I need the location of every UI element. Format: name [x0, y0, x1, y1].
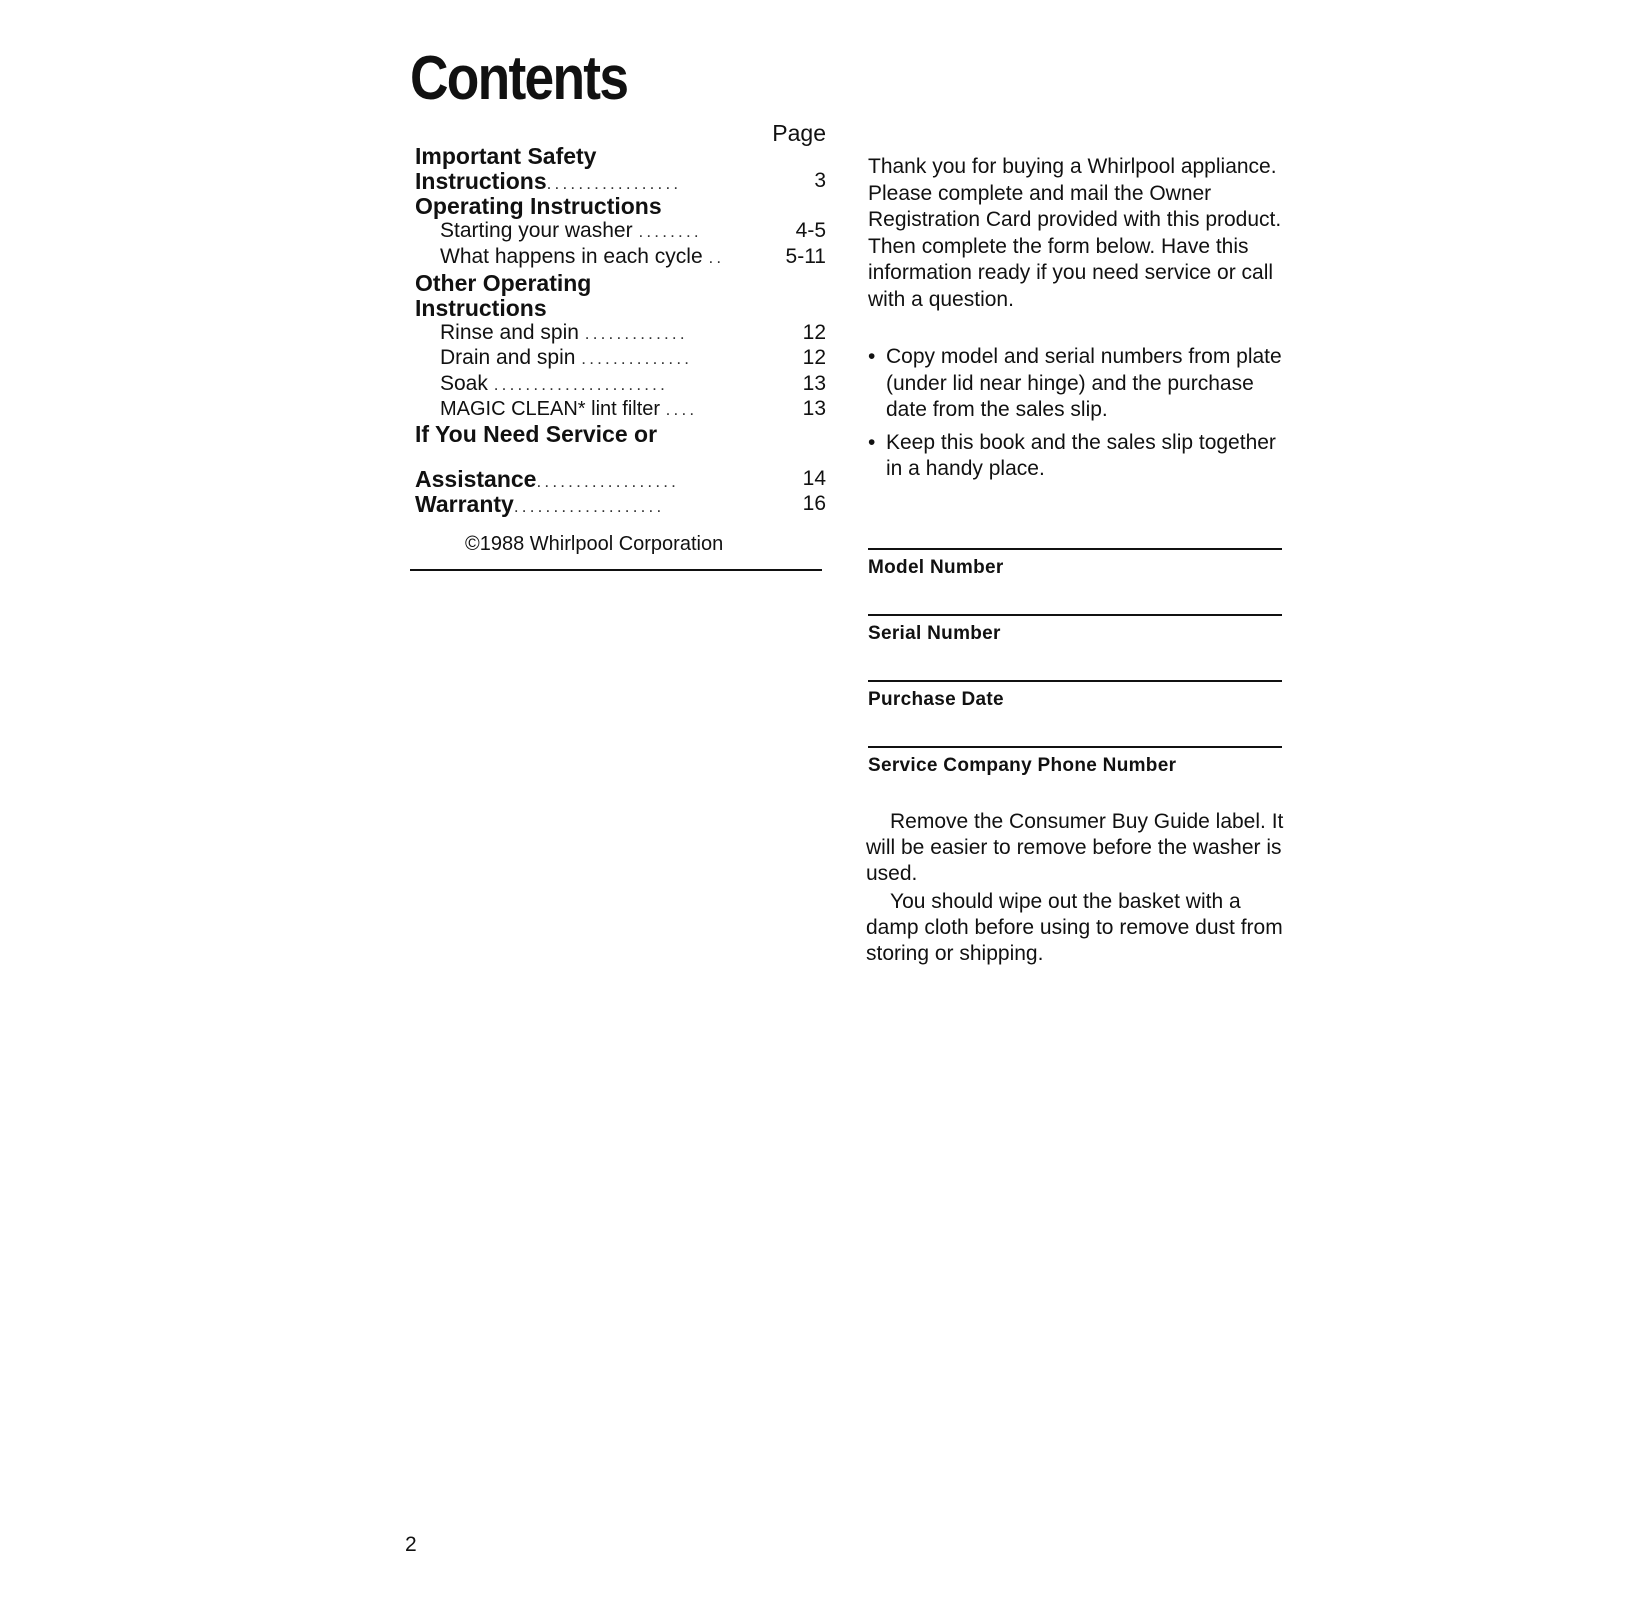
toc-page-number: 13 — [802, 397, 826, 420]
toc-page-number: 14 — [802, 467, 826, 490]
field-label: Model Number — [868, 557, 1004, 578]
toc-label: Instructions — [415, 295, 547, 321]
toc-entry-rinse-spin — [440, 320, 826, 346]
toc-entry-soak — [440, 371, 826, 397]
toc-label: Other Operating — [415, 270, 592, 296]
field-label: Purchase Date — [868, 689, 1004, 710]
toc-entry-instructions — [415, 168, 826, 194]
toc-leader-dots: ................... — [513, 497, 665, 516]
toc-label: Rinse and spin — [440, 321, 579, 344]
list-item — [868, 344, 1288, 424]
field-label: Serial Number — [868, 623, 1001, 644]
toc-label: Operating Instructions — [415, 193, 662, 219]
toc-label: Instructions — [415, 168, 547, 194]
toc-leader-dots: .............. — [581, 349, 693, 368]
toc-entry-other-operating — [415, 270, 826, 296]
toc-page-number: 4-5 — [795, 219, 826, 242]
toc-entry-warranty — [415, 491, 826, 517]
page-title: Contents — [410, 44, 628, 113]
toc-entry-important-safety — [415, 143, 826, 169]
bullet-icon: • — [868, 345, 876, 368]
toc-page-number: 5-11 — [785, 245, 826, 268]
list-item-text: Copy model and serial numbers from plate (under lid near hinge) and the purchase date from the sales slip. — [886, 345, 1282, 421]
service-phone-field[interactable] — [868, 746, 1282, 777]
toc-leader-dots: .................. — [536, 472, 680, 491]
toc-page-number: 3 — [814, 169, 826, 192]
serial-number-field[interactable] — [868, 614, 1282, 645]
toc-page-number: 12 — [802, 321, 826, 344]
toc-entry-operating-instructions — [415, 193, 826, 219]
toc-page-number: 16 — [802, 492, 826, 515]
toc-page-number: 13 — [802, 372, 826, 395]
toc-label: Drain and spin — [440, 346, 576, 369]
toc-label: MAGIC CLEAN* lint filter — [440, 398, 661, 420]
write-in-line[interactable] — [868, 746, 1282, 748]
toc-label: Warranty — [415, 491, 514, 517]
toc-entry-what-happens — [440, 244, 826, 270]
toc-label: If You Need Service or — [415, 421, 658, 447]
page-number: 2 — [405, 1533, 417, 1556]
toc-leader-dots: ...................... — [493, 375, 669, 394]
page-column-header: Page — [772, 120, 826, 146]
bullet-icon: • — [868, 430, 876, 454]
wipe-basket-paragraph: You should wipe out the basket with a damp cloth before using to remove dust from storing or shipping. — [866, 890, 1283, 965]
toc-page-number: 12 — [802, 346, 826, 369]
toc-entry-magic-clean — [440, 396, 826, 422]
remove-label-paragraph: Remove the Consumer Buy Guide label. It will be easier to remove before the washer is used. — [866, 810, 1284, 885]
toc-leader-dots: ............. — [584, 324, 688, 343]
toc-label: Important Safety — [415, 143, 597, 169]
toc-entry-need-service — [415, 421, 826, 447]
toc-entry-starting-washer — [440, 218, 826, 244]
toc-leader-dots: .... — [665, 400, 698, 419]
toc-entry-assistance — [415, 466, 826, 492]
toc-label: Starting your washer — [440, 219, 633, 242]
toc-entry-drain-spin — [440, 345, 826, 371]
contents-divider — [410, 569, 822, 571]
toc-leader-dots: ................. — [546, 174, 682, 193]
copyright-notice: ©1988 Whirlpool Corporation — [465, 533, 724, 555]
toc-entry-other-instructions — [415, 295, 826, 321]
write-in-line[interactable] — [868, 680, 1282, 682]
toc-leader-dots: .. — [708, 248, 725, 267]
toc-label: Assistance — [415, 466, 537, 492]
intro-paragraph: Thank you for buying a Whirlpool appliance. Please complete and mail the Owner Registration Card provided with this product. Then complete the form below. Have this information ready if you need service or call with a question. — [868, 155, 1282, 311]
toc-label: What happens in each cycle — [440, 245, 703, 268]
purchase-date-field[interactable] — [868, 680, 1282, 711]
instruction-list — [868, 344, 1288, 489]
list-item-text: Keep this book and the sales slip together in a handy place. — [886, 430, 1276, 480]
field-label: Service Company Phone Number — [868, 755, 1177, 776]
write-in-line[interactable] — [868, 614, 1282, 616]
toc-label: Soak — [440, 372, 488, 395]
write-in-line[interactable] — [868, 548, 1282, 550]
list-item — [868, 430, 1288, 483]
model-number-field[interactable] — [868, 548, 1282, 579]
toc-leader-dots: ........ — [638, 222, 702, 241]
